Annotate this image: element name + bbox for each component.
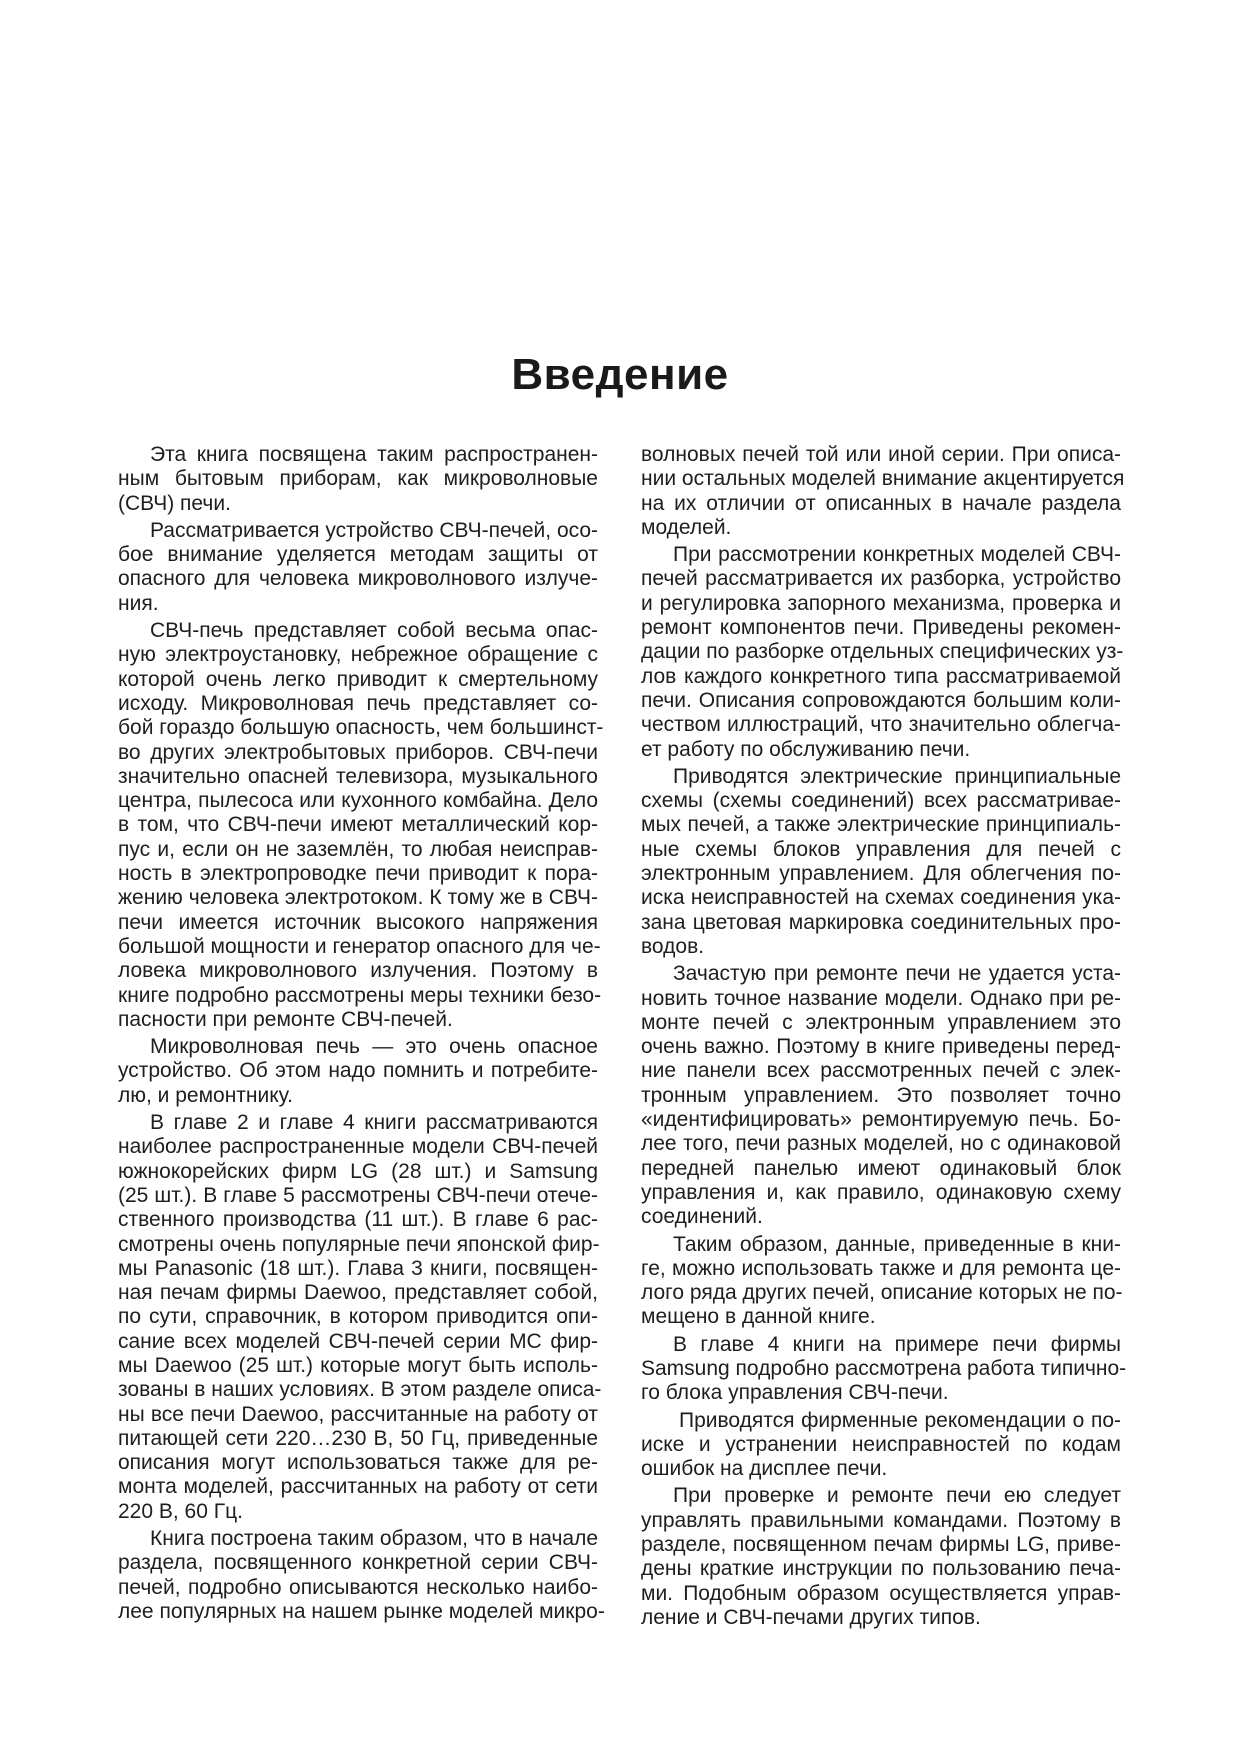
- text-line: в том, что СВЧ-печи имеют металлический кор-: [118, 813, 598, 837]
- paragraph: [118, 1035, 598, 1108]
- text-line: сание всех моделей СВЧ-печей серии МС фир-: [118, 1329, 598, 1353]
- text-line: монта моделей, рассчитанных на работу от сети: [118, 1475, 598, 1499]
- text-line: Таким образом, данные, приведенные в кни-: [673, 1232, 1121, 1256]
- text-line: пасности при ремонте СВЧ-печей.: [118, 1007, 453, 1031]
- text-line: Приводятся электрические принципиальные: [673, 764, 1121, 788]
- text-line: бой гораздо большую опасность, чем большинст-: [118, 716, 604, 740]
- text-line: ны все печи Daewoo, рассчитанные на работу от: [118, 1402, 598, 1426]
- text-line: большой мощности и генератор опасного для че-: [118, 934, 601, 958]
- text-line: мещено в данной книге.: [641, 1305, 876, 1329]
- text-line: ми. Подобным образом осуществляется управ-: [641, 1581, 1121, 1605]
- text-line: ловека микроволнового излучения. Поэтому в: [118, 959, 598, 983]
- text-line: иске и устранении неисправностей по кодам: [641, 1432, 1121, 1456]
- text-line: которой очень легко приводит к смертельному: [118, 667, 598, 691]
- text-line: ление и СВЧ-печами других типов.: [641, 1605, 981, 1629]
- text-line: наиболее распространенные модели СВЧ-печей: [118, 1135, 598, 1159]
- text-line: опасного для человека микроволнового излуче-: [118, 567, 598, 591]
- right-text-column: [641, 443, 1127, 1633]
- text-line: 220 В, 60 Гц.: [118, 1499, 243, 1523]
- text-line: питающей сети 220…230 В, 50 Гц, приведенные: [118, 1426, 598, 1450]
- text-line: дации по разборке отдельных специфических уз-: [641, 640, 1124, 664]
- text-line: В главе 4 книги на примере печи фирмы: [673, 1332, 1121, 1356]
- paragraph: [118, 619, 604, 1032]
- paragraph: [641, 1332, 1127, 1406]
- text-line: передней панелью имеют одинаковый блок: [641, 1156, 1121, 1180]
- text-line: Приводятся фирменные рекомендации о по-: [679, 1408, 1121, 1432]
- text-line: устройство. Об этом надо помнить и потребите-: [118, 1059, 598, 1083]
- text-line: и регулировка запорного механизма, проверка и: [641, 591, 1121, 615]
- text-line: волновых печей той или иной серии. При описа-: [641, 443, 1121, 466]
- text-line: зованы в наших условиях. В этом разделе описа-: [118, 1378, 602, 1402]
- text-line: электронным управлением. Для облегчения по-: [641, 862, 1121, 886]
- text-line: соединений.: [641, 1205, 763, 1229]
- text-line: смотрены очень популярные печи японской фир-: [118, 1232, 600, 1256]
- text-line: бое внимание уделяется методам защиты от: [118, 543, 598, 567]
- page-title: Введение: [511, 350, 729, 400]
- text-line: описания могут использоваться также для ре-: [118, 1451, 598, 1475]
- text-line: Эта книга посвящена таким распространен-: [150, 443, 598, 466]
- text-line: печей, подробно описываются несколько наибо-: [118, 1575, 598, 1599]
- text-line: ственного производства (11 шт.). В главе 6 рас-: [118, 1208, 598, 1232]
- text-line: Рассматривается устройство СВЧ-печей, осо-: [150, 518, 599, 542]
- text-line: водов.: [641, 934, 705, 958]
- paragraph: [641, 765, 1121, 959]
- text-line: новить точное название модели. Однако при ре-: [641, 986, 1121, 1010]
- text-line: СВЧ-печь представляет собой весьма опас-: [150, 619, 598, 643]
- text-line: монте печей с электронным управлением это: [641, 1010, 1121, 1034]
- text-line: (25 шт.). В главе 5 рассмотрены СВЧ-печи отече-: [118, 1183, 598, 1207]
- text-line: ния.: [118, 591, 159, 615]
- paragraph: [641, 1409, 1121, 1482]
- text-line: ным бытовым приборам, как микроволновые: [118, 467, 598, 491]
- paragraph: [641, 543, 1124, 762]
- text-line: го блока управления СВЧ-печи.: [641, 1381, 949, 1405]
- text-line: ную электроустановку, небрежное обращение с: [118, 643, 598, 667]
- text-line: ность в электропроводке печи приводит к пора-: [118, 862, 598, 886]
- paragraph: [641, 962, 1121, 1229]
- text-line: печи имеется источник высокого напряжения: [118, 910, 598, 934]
- text-line: жению человека электротоком. К тому же в СВЧ-: [118, 886, 598, 910]
- text-line: При проверке и ремонте печи ею следует: [673, 1484, 1121, 1508]
- text-line: лее того, печи разных моделей, но с одинаковой: [641, 1132, 1121, 1156]
- text-line: по сути, справочник, в котором приводится опи-: [118, 1305, 598, 1329]
- text-line: мых печей, а также электрические принципиаль-: [641, 813, 1121, 837]
- text-line: печи. Описания сопровождаются большим коли-: [641, 688, 1121, 712]
- text-line: лов каждого конкретного типа рассматриваемой: [641, 664, 1121, 688]
- text-line: исходу. Микроволновая печь представляет со-: [118, 691, 598, 715]
- text-line: При рассмотрении конкретных моделей СВЧ-: [673, 543, 1121, 567]
- text-line: разделе, посвященном печам фирмы LG, приве-: [641, 1533, 1121, 1557]
- text-line: южнокорейских фирм LG (28 шт.) и Samsung: [118, 1159, 598, 1183]
- text-line: моделей.: [641, 515, 732, 539]
- text-line: значительно опасней телевизора, музыкального: [118, 764, 598, 788]
- text-line: во других электробытовых приборов. СВЧ-печи: [118, 740, 598, 764]
- text-line: лее популярных на нашем рынке моделей микро-: [118, 1599, 605, 1623]
- text-line: печей рассматривается их разборка, устройство: [641, 567, 1121, 591]
- text-line: Samsung подробно рассмотрена работа типично-: [641, 1356, 1127, 1380]
- text-line: тронным управлением. Это позволяет точно: [641, 1083, 1121, 1107]
- text-line: книге подробно рассмотрены меры техники безо-: [118, 983, 602, 1007]
- paragraph: [118, 519, 598, 616]
- text-line: ошибок на дисплее печи.: [641, 1457, 888, 1481]
- text-line: чеством иллюстраций, что значительно облегча-: [641, 713, 1121, 737]
- text-line: дены краткие инструкции по пользованию печа-: [641, 1557, 1121, 1581]
- text-line: нии остальных моделей внимание акцентируется: [641, 467, 1125, 491]
- text-line: зана цветовая маркировка соединительных про-: [641, 910, 1121, 934]
- text-line: ная печам фирмы Daewoo, представляет собой,: [118, 1281, 598, 1305]
- text-line: раздела, посвященного конкретной серии СВЧ-: [118, 1551, 598, 1575]
- paragraph: [641, 1233, 1121, 1330]
- text-line: лю, и ремонтнику.: [118, 1083, 293, 1107]
- text-line: иска неисправностей на схемах соединения ука-: [641, 886, 1121, 910]
- text-line: «идентифицировать» ремонтируемую печь. Бо-: [641, 1108, 1121, 1132]
- text-line: Зачастую при ремонте печи не удается уста-: [673, 962, 1121, 986]
- text-line: ремонт компонентов печи. Приведены рекомен-: [641, 616, 1121, 640]
- text-line: мы Panasonic (18 шт.). Глава 3 книги, посвящен-: [118, 1256, 598, 1280]
- paragraph: [641, 1484, 1121, 1630]
- text-line: Микроволновая печь — это очень опасное: [150, 1035, 598, 1059]
- text-line: центра, пылесоса или кухонного комбайна. Дело: [118, 789, 598, 813]
- text-line: ге, можно использовать также и для ремонта це-: [641, 1256, 1121, 1280]
- text-line: лого ряда других печей, описание которых не по-: [641, 1281, 1123, 1305]
- paragraph: [118, 1111, 602, 1524]
- text-line: схемы (схемы соединений) всех рассматривае-: [641, 789, 1121, 813]
- text-line: Книга построена таким образом, что в начале: [150, 1527, 599, 1551]
- paragraph: [641, 443, 1125, 540]
- text-line: ние панели всех рассмотренных печей с элек-: [641, 1059, 1121, 1083]
- text-line: на их отличии от описанных в начале раздела: [641, 491, 1121, 515]
- text-line: ет работу по обслуживанию печи.: [641, 737, 971, 761]
- paragraph: [118, 1527, 605, 1624]
- text-line: пус и, если он не заземлён, то любая неисправ-: [118, 837, 598, 861]
- text-line: очень важно. Поэтому в книге приведены перед-: [641, 1035, 1121, 1059]
- text-line: управления и, как правило, одинаковую схему: [641, 1180, 1121, 1204]
- left-text-column: [118, 443, 605, 1627]
- text-line: мы Daewoo (25 шт.) которые могут быть исполь-: [118, 1353, 598, 1377]
- text-line: ные схемы блоков управления для печей с: [641, 837, 1121, 861]
- text-line: управлять правильными командами. Поэтому в: [641, 1508, 1121, 1532]
- text-line: В главе 2 и главе 4 книги рассматриваются: [150, 1111, 598, 1135]
- text-line: (СВЧ) печи.: [118, 491, 231, 515]
- paragraph: [118, 443, 598, 516]
